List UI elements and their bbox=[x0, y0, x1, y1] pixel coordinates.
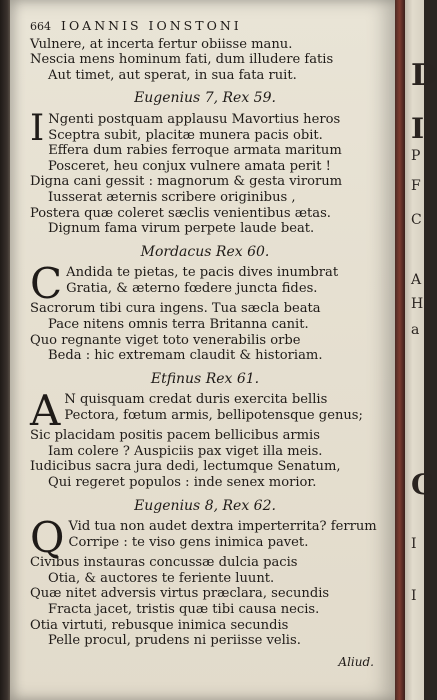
poem-body bbox=[30, 107, 380, 237]
verse-line: N quisquam credat duris exercita bellis bbox=[64, 392, 328, 408]
verse-line: Postera quæ coleret sæclis venientibus ætas. bbox=[30, 205, 331, 221]
section-title: Eugenius 7, Rex 59. bbox=[134, 90, 276, 107]
section-title: Eugenius 8, Rex 62. bbox=[134, 497, 276, 514]
verse-line: Otia, & auctores te feriente luunt. bbox=[48, 570, 275, 586]
verse-line: Fracta jacet, tristis quæ tibi causa necis. bbox=[48, 602, 320, 618]
drop-cap: Q bbox=[30, 513, 65, 563]
verse-line: Posceret, heu conjux vulnere amata perit ! bbox=[48, 158, 331, 174]
facing-page-letter: A bbox=[411, 272, 422, 288]
intro-verse bbox=[30, 37, 380, 84]
poem-body bbox=[30, 259, 380, 364]
facing-page-letter: F bbox=[411, 178, 421, 194]
verse-line: Aut timet, aut sperat, in sua fata ruit. bbox=[48, 67, 297, 83]
running-head-title: IOANNIS IONSTONI bbox=[61, 18, 242, 33]
verse-line: Andida te pietas, te pacis dives inumbrat bbox=[66, 265, 339, 281]
poem-section bbox=[30, 499, 380, 649]
facing-page-letter: a bbox=[411, 322, 420, 338]
verse-line: Iam colere ? Auspiciis pax viget illa meis. bbox=[48, 443, 323, 459]
verse-line: Vid tua non audet dextra imperterrita? ferrum bbox=[68, 519, 377, 535]
verse-line: Digna cani gessit : magnorum & gesta virorum bbox=[30, 174, 343, 190]
page-content bbox=[30, 18, 380, 670]
verse-line: Iudicibus sacra jura dedi, lectumque Senatum, bbox=[30, 459, 341, 475]
facing-page-letter: C bbox=[411, 212, 422, 228]
running-head bbox=[30, 18, 380, 35]
facing-page-letter: D bbox=[411, 58, 437, 93]
verse-line: Sacrorum tibi cura ingens. Tua sæcla beata bbox=[30, 301, 321, 317]
verse-line: Qui regeret populos : inde senex morior. bbox=[48, 475, 317, 491]
verse-line: Iusserat æternis scribere originibus , bbox=[48, 189, 296, 205]
section-title: Etfinus Rex 61. bbox=[150, 370, 260, 387]
verse-line: Sceptra subit, placitæ munera pacis obit. bbox=[48, 127, 323, 143]
poem-body bbox=[30, 386, 380, 491]
verse-line: Gratia, & æterno fœdere juncta fides. bbox=[66, 280, 318, 296]
verse-line: Pace nitens omnis terra Britanna canit. bbox=[48, 316, 309, 332]
catchword: Aliud. bbox=[338, 654, 374, 669]
verse-line: Ngenti postquam applausu Mavortius heros bbox=[48, 111, 341, 127]
poem-body bbox=[30, 513, 380, 649]
verse-line: Quæ nitet adversis virtus præclara, secundis bbox=[30, 586, 330, 602]
verse-line: Vulnere, at incerta fertur obiisse manu. bbox=[30, 36, 293, 52]
verse-line: Effera dum rabies ferroque armata maritum bbox=[48, 143, 342, 159]
verse-line: Pectora, fœtum armis, bellipotensque genus; bbox=[64, 407, 363, 423]
facing-page-letter: C bbox=[411, 468, 434, 501]
poem-section bbox=[30, 91, 380, 236]
facing-page-letter: I bbox=[411, 112, 425, 145]
book-spine bbox=[395, 0, 405, 700]
facing-page-letter: H bbox=[411, 296, 424, 312]
verse-line: Otia virtuti, rebusque inimica secundis bbox=[30, 617, 289, 633]
facing-page-letter: I bbox=[411, 588, 417, 604]
page-number: 664 bbox=[30, 20, 51, 33]
drop-cap: A bbox=[30, 386, 61, 436]
section-title: Mordacus Rex 60. bbox=[140, 243, 270, 260]
verse-line: Pelle procul, prudens ni periisse velis. bbox=[48, 633, 301, 649]
poem-section bbox=[30, 245, 380, 364]
verse-line: Civibus instauras concussæ dulcia pacis bbox=[30, 555, 298, 571]
verse-line: Corripe : te viso gens inimica pavet. bbox=[68, 534, 309, 550]
facing-page-letter: P bbox=[411, 148, 421, 164]
verse-line: Dignum fama virum perpete laude beat. bbox=[48, 221, 315, 237]
facing-page-letter: I bbox=[411, 536, 417, 552]
verse-line: Sic placidam positis pacem bellicibus armis bbox=[30, 428, 320, 444]
verse-line: Nescia mens hominum fati, dum illudere fatis bbox=[30, 52, 334, 68]
verse-line: Beda : hic extremam claudit & historiam. bbox=[48, 348, 323, 364]
verse-line: Quo regnante viget toto venerabilis orbe bbox=[30, 332, 301, 348]
poem-section bbox=[30, 372, 380, 491]
drop-cap: I bbox=[30, 107, 45, 149]
drop-cap: C bbox=[30, 259, 63, 309]
